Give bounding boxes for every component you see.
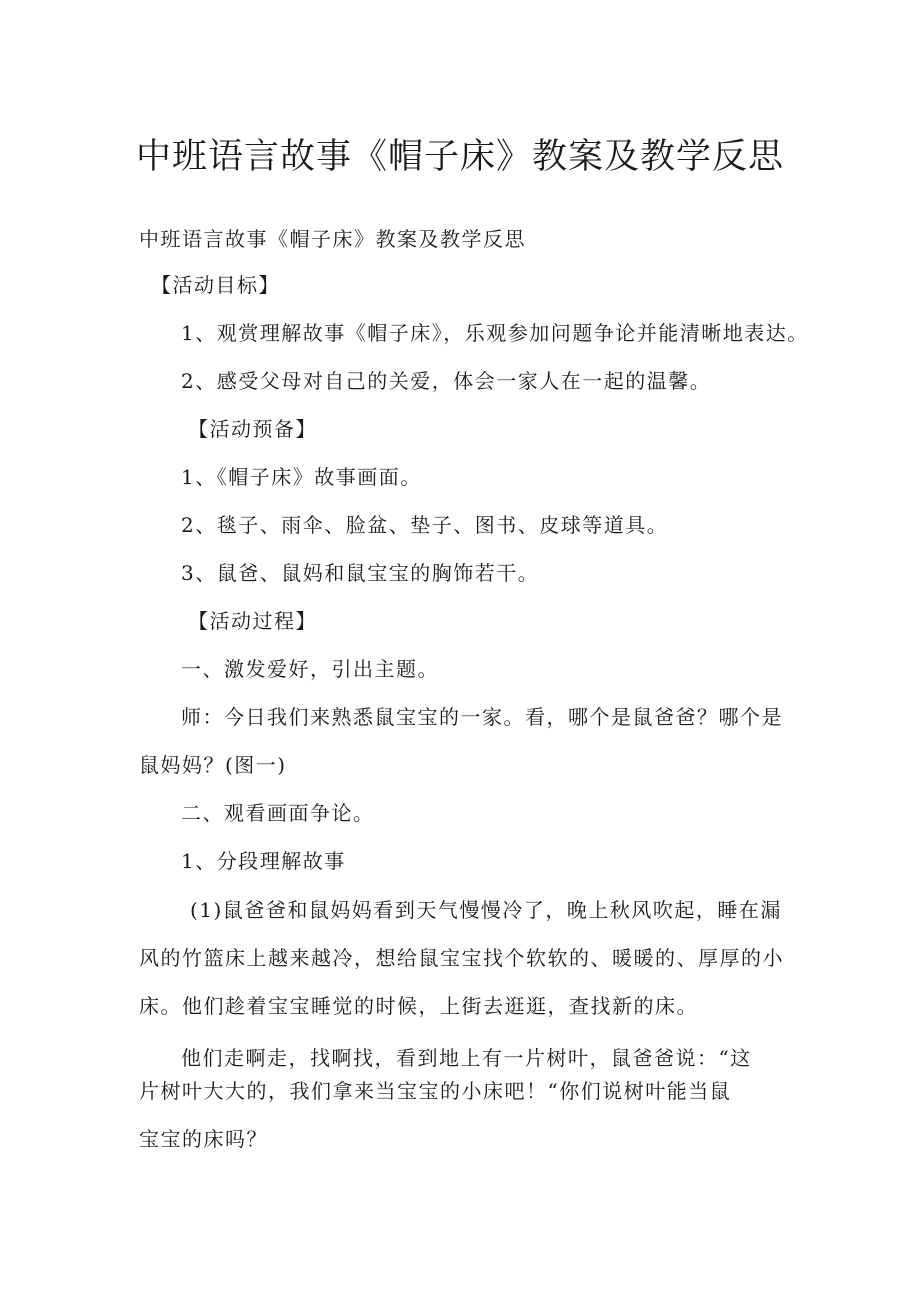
section-heading-process: 【活动过程】 bbox=[188, 609, 317, 633]
section-heading-prep: 【活动预备】 bbox=[188, 417, 317, 441]
story-paragraph-1-line-2: 风的竹篮床上越来越冷，想给鼠宝宝找个软软的、暖暖的、厚厚的小 bbox=[139, 946, 784, 970]
teacher-dialogue-line-2: 鼠妈妈？(图一) bbox=[139, 753, 287, 777]
goal-item-1: 1、观赏理解故事《帽子床》，乐观参加问题争论并能清晰地表达。 bbox=[181, 321, 809, 345]
story-paragraph-2-line-2: 片树叶大大的，我们拿来当宝宝的小床吧！“你们说树叶能当鼠 bbox=[139, 1079, 732, 1103]
story-paragraph-2-line-1: 他们走啊走，找啊找，看到地上有一片树叶，鼠爸爸说：“这 bbox=[181, 1046, 752, 1070]
prep-item-2: 2、毯子、雨伞、脸盆、垫子、图书、皮球等道具。 bbox=[181, 513, 669, 537]
teacher-dialogue-line-1: 师：今日我们来熟悉鼠宝宝的一家。看，哪个是鼠爸爸？哪个是 bbox=[181, 705, 783, 729]
goal-item-2: 2、感受父母对自己的关爱，体会一家人在一起的温馨。 bbox=[181, 369, 712, 393]
prep-item-3: 3、鼠爸、鼠妈和鼠宝宝的胸饰若干。 bbox=[181, 561, 540, 585]
story-paragraph-1-line-1: (1)鼠爸爸和鼠妈妈看到天气慢慢冷了，晚上秋风吹起，睡在漏 bbox=[190, 898, 782, 922]
process-step-2-1: 1、分段理解故事 bbox=[181, 849, 346, 873]
prep-item-1: 1、《帽子床》故事画面。 bbox=[181, 465, 422, 489]
process-step-2: 二、观看画面争论。 bbox=[181, 801, 375, 825]
story-paragraph-2-line-3: 宝宝的床吗？ bbox=[139, 1127, 268, 1151]
document-subtitle: 中班语言故事《帽子床》教案及教学反思 bbox=[139, 227, 526, 251]
story-paragraph-1-line-3: 床。他们趁着宝宝睡觉的时候，上街去逛逛，查找新的床。 bbox=[139, 994, 698, 1018]
document-title: 中班语言故事《帽子床》教案及教学反思 bbox=[135, 137, 784, 177]
process-step-1: 一、激发爱好，引出主题。 bbox=[181, 657, 439, 681]
section-heading-goals: 【活动目标】 bbox=[151, 273, 280, 297]
